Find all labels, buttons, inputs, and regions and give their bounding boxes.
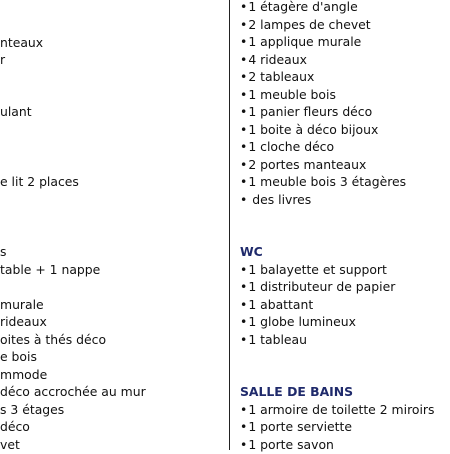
- bullet-icon: •: [240, 297, 248, 312]
- list-item: [240, 138, 334, 156]
- section-heading-wc: WC: [240, 244, 263, 259]
- list-item: vet: [0, 437, 20, 452]
- bullet-icon: •: [240, 17, 248, 32]
- list-item: [240, 173, 406, 191]
- item-label: 1 distributeur de papier: [248, 279, 396, 294]
- list-item: [240, 278, 395, 296]
- item-label: 1 globe lumineux: [248, 314, 356, 329]
- list-item: [240, 191, 311, 209]
- list-item: e lit 2 places: [0, 174, 79, 189]
- item-label: des livres: [248, 192, 312, 207]
- list-item: [240, 16, 371, 34]
- bullet-icon: •: [240, 139, 248, 154]
- list-item: [240, 51, 307, 69]
- list-item: [240, 401, 434, 419]
- bullet-icon: •: [240, 192, 248, 207]
- bullet-icon: •: [240, 314, 248, 329]
- list-item: r: [0, 52, 6, 67]
- list-item: rideaux: [0, 314, 47, 329]
- bullet-icon: •: [240, 0, 248, 14]
- section-heading-salle-de-bains: SALLE DE BAINS: [240, 384, 354, 399]
- item-label: 1 armoire de toilette 2 miroirs: [248, 402, 435, 417]
- bullet-icon: •: [240, 402, 248, 417]
- bullet-icon: •: [240, 104, 248, 119]
- list-item: [240, 296, 313, 314]
- list-item: [240, 121, 378, 139]
- item-label: 1 tableau: [248, 332, 307, 347]
- item-label: 1 applique murale: [248, 34, 362, 49]
- list-item: [240, 0, 358, 16]
- list-item: e bois: [0, 349, 37, 364]
- item-label: 1 balayette et support: [248, 262, 387, 277]
- item-label: 1 étagère d'angle: [248, 0, 358, 14]
- item-label: 2 tableaux: [248, 69, 315, 84]
- list-item: table + 1 nappe: [0, 262, 101, 277]
- list-item: [240, 261, 387, 279]
- item-label: 1 panier fleurs déco: [248, 104, 373, 119]
- item-label: 4 rideaux: [248, 52, 307, 67]
- bullet-icon: •: [240, 69, 248, 84]
- list-item: déco accrochée au mur: [0, 384, 146, 399]
- bullet-icon: •: [240, 419, 248, 434]
- list-item: ulant: [0, 104, 32, 119]
- list-item: [240, 436, 334, 454]
- list-item: murale: [0, 297, 44, 312]
- bullet-icon: •: [240, 52, 248, 67]
- list-item: s: [0, 244, 7, 259]
- item-label: 1 abattant: [248, 297, 314, 312]
- list-item: [240, 313, 356, 331]
- list-item: nteaux: [0, 35, 44, 50]
- list-item: [240, 33, 361, 51]
- bullet-icon: •: [240, 332, 248, 347]
- list-item: [240, 331, 307, 349]
- list-item: s 3 étages: [0, 402, 65, 417]
- list-item: [240, 156, 366, 174]
- bullet-icon: •: [240, 157, 248, 172]
- item-label: 1 porte serviette: [248, 419, 353, 434]
- list-item: mmode: [0, 367, 48, 382]
- bullet-icon: •: [240, 437, 248, 452]
- list-item: [240, 86, 336, 104]
- item-label: 1 cloche déco: [248, 139, 335, 154]
- bullet-icon: •: [240, 87, 248, 102]
- item-label: 1 boite à déco bijoux: [248, 122, 379, 137]
- list-item: [240, 418, 352, 436]
- bullet-icon: •: [240, 262, 248, 277]
- list-item: oites à thés déco: [0, 332, 107, 347]
- item-label: 1 meuble bois: [248, 87, 336, 102]
- item-label: 2 lampes de chevet: [248, 17, 371, 32]
- item-label: 2 portes manteaux: [248, 157, 367, 172]
- bullet-icon: •: [240, 122, 248, 137]
- item-label: 1 meuble bois 3 étagères: [248, 174, 407, 189]
- list-item: déco: [0, 419, 30, 434]
- bullet-icon: •: [240, 34, 248, 49]
- bullet-icon: •: [240, 279, 248, 294]
- list-item: [240, 68, 314, 86]
- list-item: [240, 103, 372, 121]
- bullet-icon: •: [240, 174, 248, 189]
- column-divider: [229, 0, 230, 450]
- item-label: 1 porte savon: [248, 437, 334, 452]
